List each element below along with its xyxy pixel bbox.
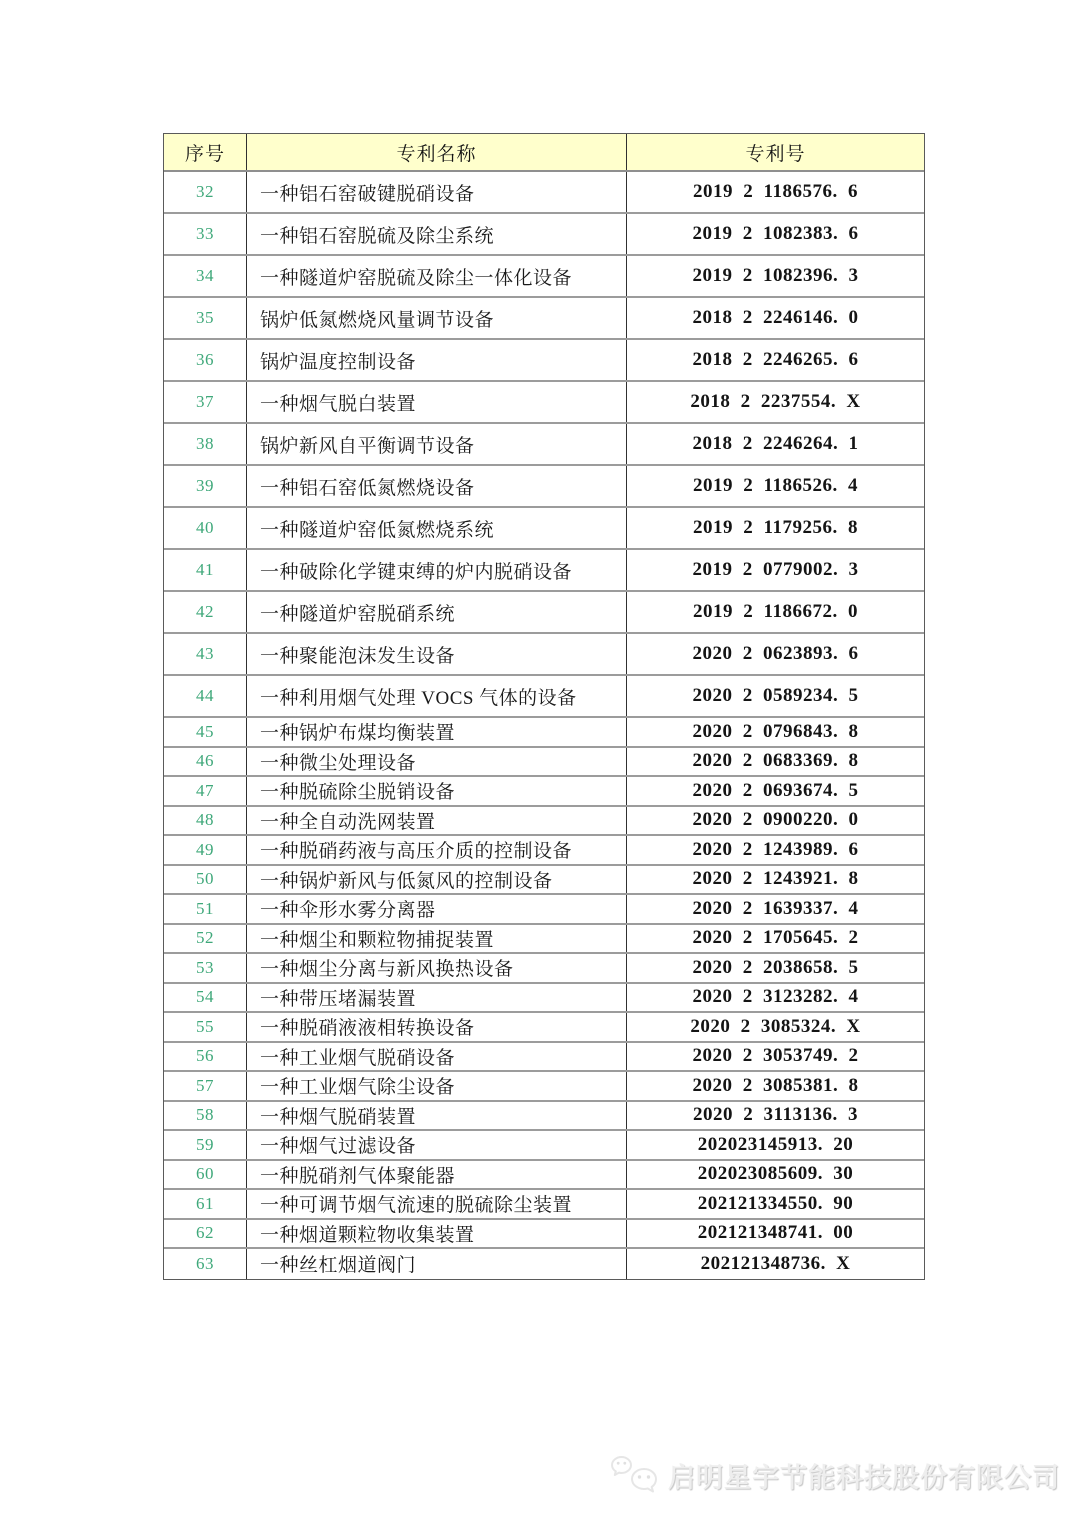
row-index: 53 [164,954,247,982]
patent-number: 202121348736. X [700,1252,851,1274]
patent-name: 一种烟道颗粒物收集装置 [247,1220,627,1248]
row-index: 38 [164,424,247,464]
patent-name: 一种锅炉布煤均衡装置 [247,718,627,746]
patent-number: 2019 2 1179256. 8 [693,517,858,538]
row-index: 40 [164,508,247,548]
table-body [164,172,924,1279]
patent-name: 一种全自动洗网装置 [247,807,627,835]
patent-number: 2020 2 3085381. 8 [692,1074,859,1096]
patent-name: 锅炉低氮燃烧风量调节设备 [247,298,627,338]
row-index: 54 [164,984,247,1012]
table-row [164,1249,924,1279]
row-index: 50 [164,866,247,894]
table-row [164,984,924,1014]
patent-number: 2018 2 2246265. 6 [692,349,859,370]
table-row [164,1220,924,1250]
patent-number: 2020 2 0693674. 5 [692,779,859,801]
row-index: 39 [164,466,247,506]
patent-number: 2019 2 0779002. 3 [692,559,859,580]
patent-number: 2019 2 1186672. 0 [693,601,858,622]
row-index: 51 [164,895,247,923]
patent-number: 2019 2 1082396. 3 [692,265,859,286]
row-index: 34 [164,256,247,296]
patent-number: 202023145913. 20 [697,1133,854,1155]
row-index: 49 [164,836,247,864]
table-row [164,508,924,550]
patent-name: 一种锅炉新风与低氮风的控制设备 [247,866,627,894]
patent-number: 2020 2 2038658. 5 [692,956,859,978]
patent-number: 202023085609. 30 [697,1163,854,1185]
patent-number: 2020 2 1639337. 4 [692,897,859,919]
patent-name: 一种脱硝药液与高压介质的控制设备 [247,836,627,864]
table-row [164,1013,924,1043]
table-row [164,382,924,424]
patent-name: 锅炉新风自平衡调节设备 [247,424,627,464]
row-index: 37 [164,382,247,422]
row-index: 57 [164,1072,247,1100]
patent-name: 一种丝杠烟道阀门 [247,1249,627,1279]
table-row [164,634,924,676]
patent-name: 一种工业烟气除尘设备 [247,1072,627,1100]
patent-name: 一种带压堵漏装置 [247,984,627,1012]
row-index: 42 [164,592,247,632]
patent-name: 一种破除化学键束缚的炉内脱硝设备 [247,550,627,590]
table-row [164,925,924,955]
patent-name: 一种隧道炉窑脱硫及除尘一体化设备 [247,256,627,296]
patent-name: 一种隧道炉窑脱硝系统 [247,592,627,632]
patent-number: 2020 2 0589234. 5 [692,685,859,706]
row-index: 55 [164,1013,247,1041]
table-row [164,954,924,984]
patent-number: 2019 2 1082383. 6 [692,223,859,244]
table-row [164,1102,924,1132]
row-index: 58 [164,1102,247,1130]
patent-name: 一种烟尘和颗粒物捕捉装置 [247,925,627,953]
patent-table [163,133,925,1280]
patent-number: 2020 2 0900220. 0 [692,809,859,831]
row-index: 47 [164,777,247,805]
row-index: 36 [164,340,247,380]
table-row [164,298,924,340]
patent-name: 一种聚能泡沫发生设备 [247,634,627,674]
row-index: 46 [164,748,247,776]
table-row [164,1072,924,1102]
patent-name: 一种脱硝液液相转换设备 [247,1013,627,1041]
patent-name: 一种利用烟气处理 VOCS 气体的设备 [247,676,627,716]
table-row [164,807,924,837]
table-row [164,895,924,925]
table-row [164,340,924,382]
row-index: 44 [164,676,247,716]
row-index: 61 [164,1190,247,1218]
row-index: 52 [164,925,247,953]
table-row [164,866,924,896]
patent-number: 2020 2 3123282. 4 [692,986,859,1008]
patent-name: 一种铝石窑破键脱硝设备 [247,172,627,212]
column-header-index: 序号 [164,134,247,170]
patent-number: 2020 2 3113136. 3 [693,1104,858,1126]
table-row [164,424,924,466]
patent-name: 一种伞形水雾分离器 [247,895,627,923]
patent-number: 2018 2 2246264. 1 [692,433,859,454]
table-row [164,1131,924,1161]
row-index: 43 [164,634,247,674]
patent-name: 一种工业烟气脱硝设备 [247,1043,627,1071]
patent-name: 一种烟气脱硝装置 [247,1102,627,1130]
patent-number: 2019 2 1186526. 4 [693,475,858,496]
patent-name: 一种脱硫除尘脱销设备 [247,777,627,805]
table-row [164,1043,924,1073]
row-index: 32 [164,172,247,212]
patent-number: 2020 2 1243989. 6 [692,838,859,860]
table-row [164,1161,924,1191]
patent-name: 锅炉温度控制设备 [247,340,627,380]
table-row [164,592,924,634]
wechat-icon [610,1455,660,1495]
row-index: 45 [164,718,247,746]
patent-number: 202121348741. 00 [697,1222,854,1244]
patent-name: 一种脱硝剂气体聚能器 [247,1161,627,1189]
table-row [164,777,924,807]
column-header-patent-number: 专利号 [745,143,806,165]
patent-number: 2020 2 3053749. 2 [692,1045,859,1067]
patent-name: 一种微尘处理设备 [247,748,627,776]
row-index: 41 [164,550,247,590]
table-row [164,214,924,256]
row-index: 63 [164,1249,247,1279]
patent-number: 2019 2 1186576. 6 [693,181,858,202]
patent-number: 2020 2 1243921. 8 [692,868,859,890]
patent-number: 2018 2 2237554. X [690,391,861,412]
patent-number: 2018 2 2246146. 0 [692,307,859,328]
table-row [164,718,924,748]
table-header-row [164,134,924,172]
patent-number: 2020 2 0796843. 8 [692,720,859,742]
patent-name: 一种烟气过滤设备 [247,1131,627,1159]
row-index: 56 [164,1043,247,1071]
patent-name: 一种隧道炉窑低氮燃烧系统 [247,508,627,548]
patent-name: 一种烟尘分离与新风换热设备 [247,954,627,982]
patent-name: 一种可调节烟气流速的脱硫除尘装置 [247,1190,627,1218]
patent-name: 一种烟气脱白装置 [247,382,627,422]
table-row [164,836,924,866]
table-row [164,256,924,298]
row-index: 33 [164,214,247,254]
patent-number: 2020 2 0623893. 6 [692,643,859,664]
patent-name: 一种铝石窑低氮燃烧设备 [247,466,627,506]
patent-number: 202121334550. 90 [697,1192,854,1214]
table-row [164,172,924,214]
row-index: 60 [164,1161,247,1189]
column-header-patent-name: 专利名称 [247,134,627,170]
row-index: 48 [164,807,247,835]
patent-number: 2020 2 1705645. 2 [692,927,859,949]
table-row [164,550,924,592]
patent-number: 2020 2 3085324. X [690,1015,861,1037]
table-row [164,748,924,778]
patent-name: 一种铝石窑脱硫及除尘系统 [247,214,627,254]
table-row [164,676,924,718]
watermark [610,1455,1060,1495]
patent-number: 2020 2 0683369. 8 [692,750,859,772]
row-index: 62 [164,1220,247,1248]
table-row [164,466,924,508]
row-index: 35 [164,298,247,338]
watermark-company-name: 启明星宇节能科技股份有限公司 [668,1462,1060,1493]
table-row [164,1190,924,1220]
row-index: 59 [164,1131,247,1159]
